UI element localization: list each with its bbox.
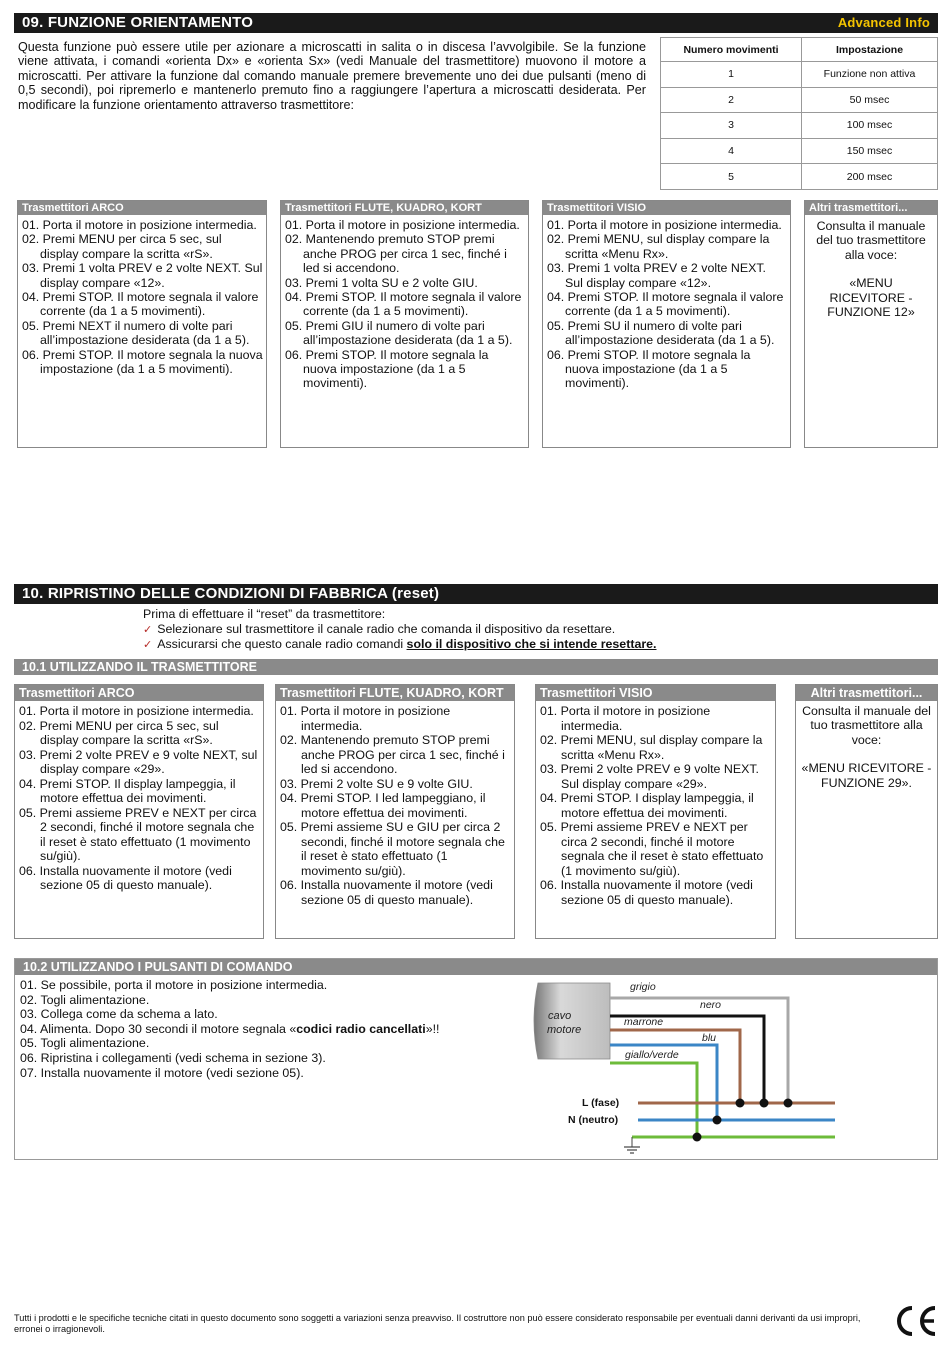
table-row: [661, 113, 938, 139]
table-row: [661, 62, 938, 88]
checkmark-icon: ✓: [143, 623, 153, 636]
section-10-title: 10. RIPRISTINO DELLE CONDIZIONI DI FABBRICA (reset): [22, 585, 440, 602]
list-item: 04. Premi STOP. Il motore segnala il valore corrente (da 1 a 5 movimenti).: [285, 290, 522, 319]
consult-manual-text: Consulta il manuale del tuo trasmettitore alla voce:: [816, 219, 926, 262]
step-list: [15, 976, 439, 1080]
box-title: Trasmettitori ARCO: [15, 685, 263, 701]
list-item: 01. Porta il motore in posizione intermedia.: [547, 218, 782, 232]
list-item: 03. Premi 2 volte SU e 9 volte GIU.: [280, 776, 473, 791]
box-title: Trasmettitori FLUTE, KUADRO, KORT: [281, 201, 528, 215]
table-cell: 1: [661, 62, 802, 88]
checkmark-icon: ✓: [143, 639, 153, 652]
table-row: [661, 138, 938, 164]
wire-marrone: [610, 1030, 740, 1103]
wiring-diagram: [520, 977, 840, 1157]
list-item: 03. Collega come da schema a lato.: [20, 1007, 218, 1022]
table-header-movements: Numero movimenti: [661, 38, 802, 62]
orientation-settings-table: [660, 37, 938, 190]
box-title: Trasmettitori VISIO: [536, 685, 775, 701]
list-item: 02. Togli alimentazione.: [20, 992, 150, 1007]
list-item: 05. Premi GIU il numero di volte pari all’impostazione desiderata (da 1 a 5).: [285, 318, 513, 348]
spacer: [798, 747, 935, 761]
wire-label-grigio: grigio: [630, 981, 656, 993]
list-item: 01. Porta il motore in posizione intermedia.: [285, 218, 520, 232]
list-item: 06. Installa nuovamente il motore (vedi sezione 05 di questo manuale).: [280, 878, 493, 907]
table-cell: 50 msec: [802, 87, 938, 113]
list-item: 07. Installa nuovamente il motore (vedi sezione 05).: [20, 1065, 304, 1080]
arco-reset-box: [14, 684, 264, 939]
step-list: [276, 701, 514, 907]
other-transmitters-reset-box: [795, 684, 938, 939]
cable-label-line-1: cavo: [548, 1010, 572, 1022]
wire-label-blu: blu: [702, 1032, 717, 1044]
table-row: [661, 87, 938, 113]
list-item: 02. Mantenendo premuto STOP premi anche PROG per circa 1 sec, finché i led si accendono.: [285, 232, 507, 276]
wire-label-marrone: marrone: [624, 1016, 664, 1028]
list-item: 02. Premi MENU, sul display compare la scritta «Menu Rx».: [547, 232, 770, 261]
table-cell: 3: [661, 113, 802, 139]
list-item: 02. Premi MENU, sul display compare la scritta «Menu Rx».: [540, 733, 763, 762]
box-title: Trasmettitori FLUTE, KUADRO, KORT: [276, 685, 514, 701]
list-item: 02. Mantenendo premuto STOP premi anche PROG per circa 1 sec, finché i led si accendono.: [280, 733, 505, 776]
junction-dot: [736, 1099, 745, 1108]
box-title: Altri trasmettitori...: [805, 201, 937, 215]
step-emphasis: codici radio cancellati: [296, 1021, 426, 1036]
section-09-intro: Questa funzione può essere utile per azionare a microscatti in salita o in discesa l’avvolgibile. Se la funzione viene attivata, i comandi «orienta Dx» e «orienta Sx» (vedi Manuale del trasmettitore) muovono il motore a microscatti. Per attivare la funzione dal comando manuale premere brevemente uno dei due pulsanti (meno di 0,5 secondi), poi ripremerlo e mantenerlo premuto fino a raggiungere l’apertura a microscatti desiderata. Per modificare la funzione orientamento attraverso trasmettitore:: [18, 40, 646, 112]
list-item: 01. Se possibile, porta il motore in posizione intermedia.: [20, 978, 328, 992]
flute-kuadro-kort-reset-box: [275, 684, 515, 939]
list-item: 03. Premi 1 volta PREV e 2 volte NEXT. Sul display compare «12».: [547, 261, 766, 290]
reset-preconditions: [143, 607, 843, 653]
subsection-10-1-bar: 10.1 UTILIZZANDO IL TRASMETTITORE: [14, 659, 938, 675]
other-transmitters-text: [805, 215, 937, 319]
list-item: 01. Porta il motore in posizione intermedia.: [22, 218, 257, 232]
table-cell: Funzione non attiva: [802, 62, 938, 88]
list-item: 06. Ripristina i collegamenti (vedi schema in sezione 3).: [20, 1050, 326, 1065]
table-cell: 200 msec: [802, 164, 938, 190]
list-item: 06. Premi STOP. Il motore segnala la nuova impostazione (da 1 a 5 movimenti).: [547, 347, 751, 391]
table-cell: 100 msec: [802, 113, 938, 139]
box-title: Trasmettitori VISIO: [543, 201, 790, 215]
wire-giallo-verde: [610, 1063, 697, 1137]
junction-dot: [784, 1099, 793, 1108]
step-list: [15, 701, 263, 893]
subsection-10-2-panel: [14, 958, 938, 1160]
ground-icon: [624, 1137, 640, 1153]
step-list: [281, 215, 528, 391]
list-item: 04. Premi STOP. Il motore segnala il valore corrente (da 1 a 5 movimenti).: [547, 290, 784, 319]
list-item: 04. Premi STOP. Il display lampeggia, il motore effettua dei movimenti.: [19, 776, 236, 805]
footer-disclaimer: Tutti i prodotti e le specifiche tecniche citati in questo documento sono soggetti a variazioni senza preavviso. Il costruttore non può essere considerato responsabile per eventuali danni derivanti da usi impropri, erronei o irragionevoli.: [14, 1313, 861, 1334]
list-item: 05. Togli alimentazione.: [20, 1036, 150, 1051]
list-item: 05. Premi SU il numero di volte pari all’impostazione desiderata (da 1 a 5).: [547, 318, 775, 348]
box-title: Trasmettitori ARCO: [18, 201, 266, 215]
list-item: 06. Installa nuovamente il motore (vedi sezione 05 di questo manuale).: [540, 878, 753, 907]
box-title: Altri trasmettitori...: [796, 685, 937, 701]
list-item: 03. Premi 1 volta SU e 2 volte GIU.: [285, 275, 478, 290]
cable-label-line-2: motore: [547, 1024, 582, 1036]
section-09-title-bar: [14, 13, 938, 33]
list-item: 06. Premi STOP. Il motore segnala la nuova impostazione (da 1 a 5 movimenti).: [22, 347, 263, 377]
list-item: 04. Premi STOP. I led lampeggiano, il motore effettua dei movimenti.: [280, 791, 486, 820]
arco-orientation-box: [17, 200, 267, 448]
ce-mark-icon: [893, 1303, 939, 1339]
other-transmitters-orientation-box: [804, 200, 938, 448]
table-cell: 4: [661, 138, 802, 164]
list-item: 05. Premi assieme SU e GIU per circa 2 secondi, finché il motore segnala che il reset è stato effettuato (1 movimento su/giù).: [280, 820, 505, 878]
list-item: 06. Installa nuovamente il motore (vedi sezione 05 di questo manuale).: [19, 863, 232, 892]
table-row: [661, 164, 938, 190]
subsection-10-2-bar: 10.2 UTILIZZANDO I PULSANTI DI COMANDO: [15, 959, 937, 975]
step-list: [18, 215, 266, 376]
menu-reference: «MENU RICEVITORE - FUNZIONE 12»: [827, 276, 915, 320]
list-item: 02. Premi MENU per circa 5 sec, sul display compare la scritta «rS».: [19, 718, 219, 747]
list-item: 05. Premi NEXT il numero di volte pari all’impostazione desiderata (da 1 a 5).: [22, 318, 250, 348]
list-item: 01. Porta il motore in posizione intermedia.: [19, 704, 254, 718]
list-item: 06. Premi STOP. Il motore segnala la nuova impostazione (da 1 a 5 movimenti).: [285, 347, 489, 391]
flute-kuadro-kort-orientation-box: [280, 200, 529, 448]
list-item: 02. Premi MENU per circa 5 sec, sul display compare la scritta «rS».: [22, 232, 222, 261]
advanced-info-badge: Advanced Info: [837, 15, 930, 30]
spacer: [809, 262, 933, 276]
preconditions-intro: Prima di effettuare il “reset” da trasmettitore:: [143, 607, 386, 621]
wire-label-giallo-verde: giallo/verde: [625, 1049, 679, 1061]
table-header-setting: Impostazione: [802, 38, 938, 62]
visio-orientation-box: [542, 200, 791, 448]
step-text: »!!: [425, 1021, 440, 1036]
precondition-text: Assicurarsi che questo canale radio comandi: [157, 637, 407, 652]
step-text: 04. Alimenta. Dopo 30 secondi il motore segnala «: [20, 1021, 297, 1036]
consult-manual-text: Consulta il manuale del tuo trasmettitore alla voce:: [802, 704, 931, 747]
junction-dot: [693, 1133, 702, 1142]
step-list: [543, 215, 790, 391]
step-list: [536, 701, 775, 907]
table-cell: 5: [661, 164, 802, 190]
menu-reference: «MENU RICEVITORE - FUNZIONE 29».: [801, 761, 932, 790]
section-09-title: 09. FUNZIONE ORIENTAMENTO: [22, 14, 254, 31]
label-neutro: N (neutro): [568, 1114, 619, 1126]
list-item: 01. Porta il motore in posizione intermedia.: [280, 704, 451, 733]
section-10-title-bar: [14, 584, 938, 604]
list-item: 05. Premi assieme PREV e NEXT per circa 2 secondi, finché il motore segnala che il reset è stato effettuato (1 movimento su/giù).: [19, 805, 257, 863]
other-transmitters-text: [796, 701, 937, 790]
table-cell: 2: [661, 87, 802, 113]
precondition-emphasis: solo il dispositivo che si intende resettare.: [406, 637, 657, 652]
table-cell: 150 msec: [802, 138, 938, 164]
list-item: [20, 1022, 439, 1037]
list-item: 01. Porta il motore in posizione intermedia.: [540, 704, 711, 733]
junction-dot: [760, 1099, 769, 1108]
wire-label-nero: nero: [700, 999, 722, 1011]
list-item: 04. Premi STOP. I display lampeggia, il motore effettua dei movimenti.: [540, 791, 754, 820]
motor-cable-shape: [534, 983, 610, 1059]
visio-reset-box: [535, 684, 776, 939]
precondition-item: [143, 637, 843, 653]
label-fase: L (fase): [582, 1097, 620, 1109]
list-item: 03. Premi 2 volte PREV e 9 volte NEXT, sul display compare «29».: [19, 747, 258, 776]
table-header-row: [661, 38, 938, 62]
list-item: 03. Premi 2 volte PREV e 9 volte NEXT. Sul display compare «29».: [540, 762, 759, 791]
list-item: 05. Premi assieme PREV e NEXT per circa 2 secondi, finché il motore segnala che il reset è stato effettuato (1 movimento su/giù).: [540, 820, 764, 878]
precondition-text: Selezionare sul trasmettitore il canale radio che comanda il dispositivo da resettare.: [157, 621, 616, 636]
junction-dot: [713, 1116, 722, 1125]
precondition-item: [143, 622, 843, 638]
list-item: 04. Premi STOP. Il motore segnala il valore corrente (da 1 a 5 movimenti).: [22, 290, 259, 319]
list-item: 03. Premi 1 volta PREV e 2 volte NEXT. Sul display compare «12».: [22, 261, 263, 290]
